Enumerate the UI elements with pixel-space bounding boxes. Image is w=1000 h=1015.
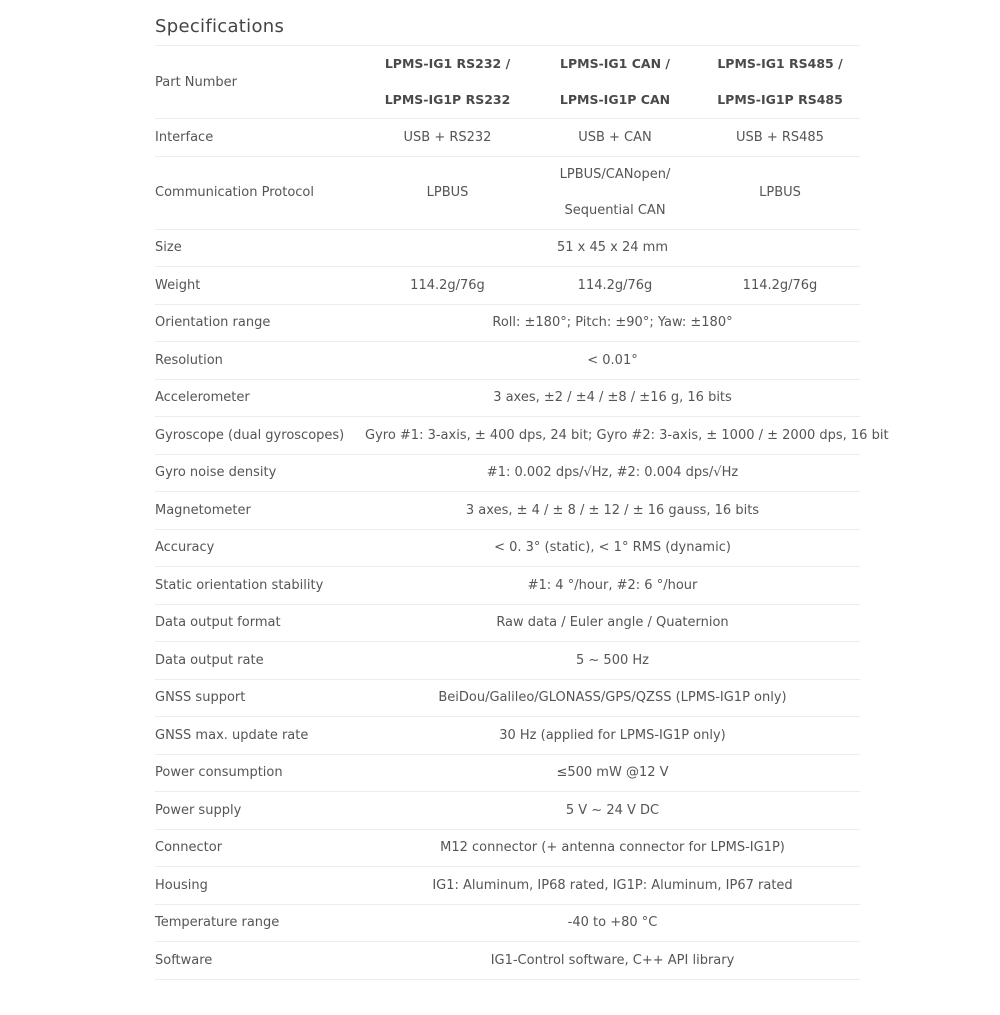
row-value: < 0. 3° (static), < 1° RMS (dynamic) — [494, 540, 731, 556]
row-label: GNSS max. update rate — [155, 727, 309, 743]
table-row — [155, 492, 860, 530]
row-label: Static orientation stability — [155, 577, 324, 593]
table-row — [155, 342, 860, 380]
part-number-cell: LPMS-IG1 RS485 / LPMS-IG1P RS485 — [717, 56, 843, 107]
table-row — [155, 717, 860, 755]
row-label: Size — [155, 240, 182, 256]
row-value: USB + RS232 — [403, 129, 492, 145]
table-row — [155, 417, 860, 455]
row-value: #1: 0.002 dps/√Hz, #2: 0.004 dps/√Hz — [486, 465, 739, 481]
row-label: Temperature range — [155, 915, 280, 931]
table-row — [155, 792, 860, 830]
table-row — [155, 119, 860, 157]
row-value: 3 axes, ±2 / ±4 / ±8 / ±16 g, 16 bits — [493, 390, 732, 406]
section-title: Specifications — [155, 16, 285, 37]
row-label: Accuracy — [155, 540, 215, 556]
row-value: BeiDou/Galileo/GLONASS/GPS/QZSS (LPMS-IG1P only) — [438, 690, 787, 706]
table-row — [155, 567, 860, 605]
row-value: 114.2g/76g — [410, 277, 485, 293]
row-value: -40 to +80 °C — [567, 915, 658, 931]
row-label: Communication Protocol — [155, 185, 314, 200]
row-value: ≤500 mW @12 V — [556, 765, 669, 781]
table-row — [155, 156, 860, 229]
row-label: Accelerometer — [155, 390, 250, 406]
row-value: #1: 4 °/hour, #2: 6 °/hour — [527, 577, 698, 593]
table-row — [155, 829, 860, 867]
table-row — [155, 46, 860, 119]
row-label: Data output rate — [155, 652, 264, 668]
row-value: Gyro #1: 3-axis, ± 400 dps, 24 bit; Gyro #2: 3-axis, ± 1000 / ± 2000 dps, 16 bit — [365, 427, 889, 443]
row-label: Gyroscope (dual gyroscopes) — [155, 427, 345, 443]
row-value: Raw data / Euler angle / Quaternion — [496, 615, 729, 631]
row-label: Power consumption — [155, 765, 283, 781]
table-row — [155, 942, 860, 980]
table-row — [155, 454, 860, 492]
row-label: Weight — [155, 277, 201, 293]
row-value: USB + CAN — [578, 129, 652, 145]
row-label: Housing — [155, 877, 208, 893]
row-value: 30 Hz (applied for LPMS-IG1P only) — [499, 727, 726, 743]
row-value: IG1: Aluminum, IP68 rated, IG1P: Aluminum, IP67 rated — [432, 877, 793, 893]
row-label: Software — [155, 952, 213, 968]
row-value: 51 x 45 x 24 mm — [556, 240, 668, 256]
row-value: M12 connector (+ antenna connector for LPMS-IG1P) — [440, 840, 785, 856]
table-row — [155, 304, 860, 342]
row-value: USB + RS485 — [736, 129, 824, 145]
table-row — [155, 642, 860, 680]
row-value: IG1-Control software, C++ API library — [490, 952, 735, 968]
part-number-cell: LPMS-IG1 CAN / LPMS-IG1P CAN — [559, 56, 671, 107]
row-label: Resolution — [155, 352, 223, 368]
row-value: LPBUS — [426, 185, 469, 200]
table-row — [155, 679, 860, 717]
specifications-table — [155, 45, 889, 980]
row-label: Part Number — [155, 74, 238, 90]
row-value: 114.2g/76g — [577, 277, 653, 293]
table-row — [155, 754, 860, 792]
table-row — [155, 604, 860, 642]
row-value: 5 V ~ 24 V DC — [565, 802, 660, 818]
part-number-cell: LPMS-IG1 RS232 / LPMS-IG1P RS232 — [384, 56, 511, 107]
table-row — [155, 867, 860, 905]
row-value: < 0.01° — [587, 352, 638, 368]
table-row — [155, 529, 860, 567]
row-value: LPBUS/CANopen/ Sequential CAN — [559, 166, 671, 218]
row-label: Orientation range — [155, 315, 271, 331]
table-row — [155, 267, 860, 305]
row-value: 114.2g/76g — [742, 277, 818, 293]
row-value: Roll: ±180°; Pitch: ±90°; Yaw: ±180° — [492, 315, 733, 331]
row-value: 5 ~ 500 Hz — [576, 652, 649, 668]
table-row — [155, 904, 860, 942]
table-row — [155, 379, 860, 417]
row-label: Power supply — [155, 802, 242, 818]
row-value: LPBUS — [759, 185, 801, 200]
table-row — [155, 229, 860, 267]
row-value: 3 axes, ± 4 / ± 8 / ± 12 / ± 16 gauss, 16 bits — [465, 502, 760, 518]
row-label: Magnetometer — [155, 502, 251, 518]
row-label: Connector — [155, 840, 223, 856]
row-label: Gyro noise density — [155, 465, 277, 481]
row-label: Interface — [155, 129, 214, 145]
specifications-section — [155, 0, 889, 980]
row-label: Data output format — [155, 615, 281, 631]
row-label: GNSS support — [155, 690, 246, 706]
